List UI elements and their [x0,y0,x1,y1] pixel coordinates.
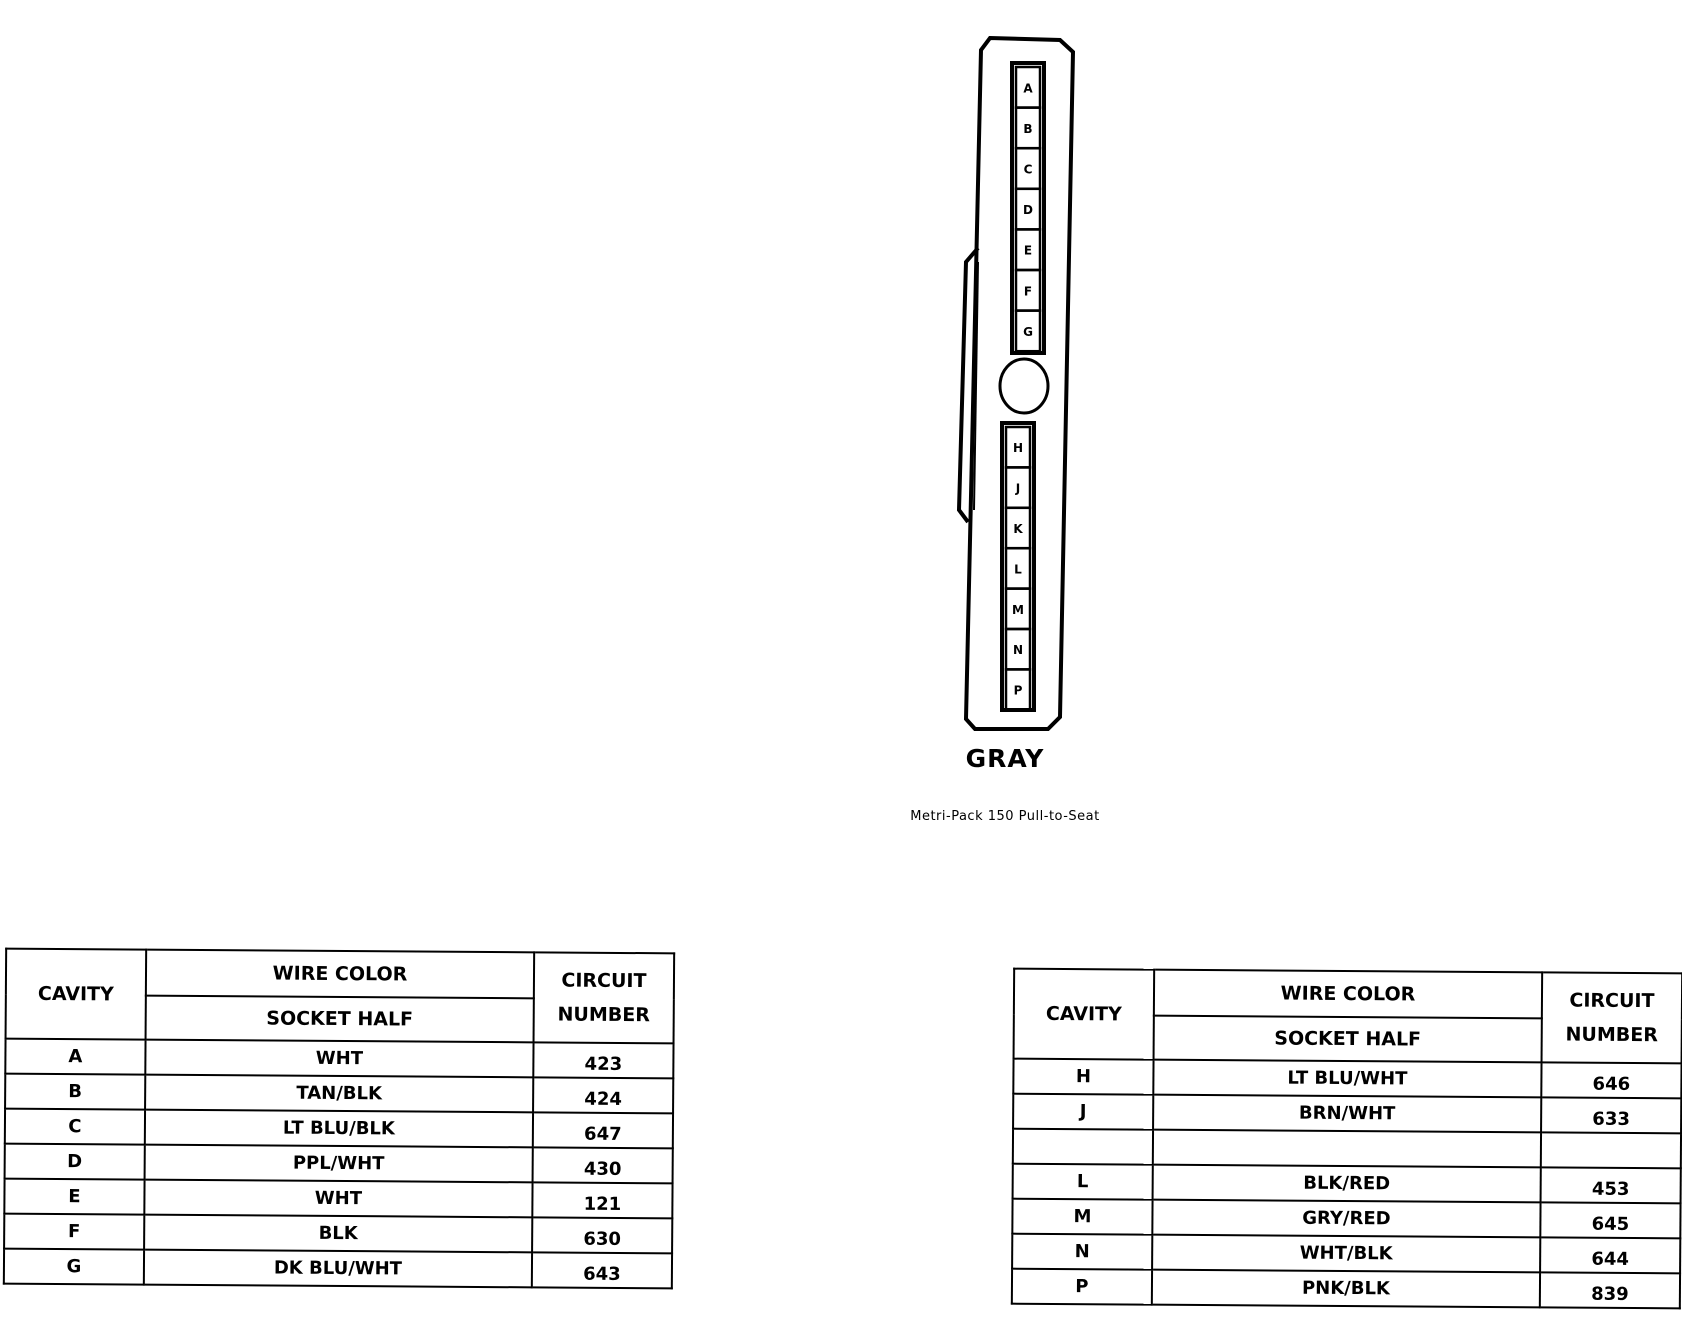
pin-label-l: L [1014,562,1022,577]
cell-cavity: J [1013,1094,1153,1130]
cavity-table-left-body [4,1039,674,1289]
cell-circuit-number: 644 [1540,1237,1680,1273]
pin-label-n: N [1012,643,1024,658]
cell-wire-color: BLK [144,1215,532,1253]
cell-cavity: G [4,1249,144,1285]
polarizing-hole [1000,359,1048,413]
cell-circuit-number: 453 [1541,1167,1681,1203]
table-row [1013,1094,1681,1134]
cell-cavity: C [5,1109,145,1145]
cell-circuit-number: 430 [533,1147,673,1183]
table-row [5,1039,673,1079]
cell-circuit-number: 423 [533,1042,673,1078]
pins-bottom-group [1006,427,1030,710]
cell-wire-color: PNK/BLK [1152,1270,1540,1308]
cell-cavity: E [4,1179,144,1215]
cell-circuit-number: 424 [533,1077,673,1113]
cell-cavity: F [4,1214,144,1250]
pin-label-p: P [1013,683,1023,698]
pin-label-m: M [1012,602,1024,617]
cell-circuit-number: 121 [532,1182,672,1218]
header-cavity: CAVITY [1014,969,1155,1060]
cell-circuit-number [1541,1132,1681,1168]
pin-label-b: B [1023,121,1033,136]
cell-cavity: M [1012,1199,1152,1235]
header-circuit-number: CIRCUIT NUMBER [1542,972,1682,1063]
pins-top-group [1016,67,1040,351]
cell-cavity: N [1012,1234,1152,1270]
pin-label-g: G [1023,324,1033,339]
cell-cavity: P [1012,1269,1152,1305]
cell-wire-color: WHT/BLK [1152,1235,1540,1273]
table-row [1012,1199,1680,1239]
cell-wire-color: WHT [144,1180,532,1218]
cell-circuit-number: 646 [1541,1062,1681,1098]
connector-color-label: GRAY [965,744,1045,773]
table-row [1013,1129,1681,1169]
connector-housing [966,38,1073,729]
pin-label-f: F [1023,284,1033,299]
pin-label-a: A [1023,81,1033,96]
cell-cavity: B [5,1074,145,1110]
header-cavity: CAVITY [6,949,147,1040]
cell-circuit-number: 643 [532,1252,672,1288]
cell-cavity: L [1013,1164,1153,1200]
cell-wire-color: BRN/WHT [1153,1095,1541,1133]
table-row [4,1179,672,1219]
cell-circuit-number: 839 [1540,1272,1680,1308]
header-wire-color: WIRE COLOR [146,950,534,999]
table-row [5,1109,673,1149]
table-row [1013,1059,1681,1099]
cavity-table-right-body [1012,1059,1682,1309]
cell-wire-color: PPL/WHT [145,1145,533,1183]
cell-cavity: D [5,1144,145,1180]
pin-label-k: K [1013,522,1023,536]
cell-wire-color [1153,1130,1541,1168]
pin-label-d: D [1023,203,1033,218]
cell-circuit-number: 645 [1540,1202,1680,1238]
pin-label-e: E [1023,243,1033,258]
connector-type-label: Metri-Pack 150 Pull-to-Seat [910,809,1100,824]
cell-wire-color: BLK/RED [1153,1165,1541,1203]
pin-label-h: H [1012,441,1024,456]
pin-label-j: J [1015,481,1021,496]
table-row [1012,1269,1680,1309]
cell-cavity: A [5,1039,145,1075]
cavity-table-left [3,948,675,1290]
header-socket-half: SOCKET HALF [146,996,534,1043]
pin-label-c: C [1023,162,1033,177]
cell-circuit-number: 633 [1541,1097,1681,1133]
cell-wire-color: TAN/BLK [145,1075,533,1113]
cell-cavity [1013,1129,1153,1165]
cell-wire-color: WHT [145,1040,533,1078]
table-row [4,1214,672,1254]
header-socket-half: SOCKET HALF [1154,1016,1542,1063]
table-row [4,1249,672,1289]
cell-wire-color: DK BLU/WHT [144,1250,532,1288]
cell-circuit-number: 647 [533,1112,673,1148]
header-circuit-number: CIRCUIT NUMBER [534,952,675,1043]
cell-wire-color: LT BLU/BLK [145,1110,533,1148]
cell-circuit-number: 630 [532,1217,672,1253]
cell-wire-color: LT BLU/WHT [1153,1060,1541,1098]
header-wire-color: WIRE COLOR [1154,970,1542,1019]
table-row [5,1144,673,1184]
cell-wire-color: GRY/RED [1152,1200,1540,1238]
cavity-table-right [1011,968,1682,1310]
table-row [1013,1164,1681,1204]
cell-cavity: H [1013,1059,1153,1095]
table-row [1012,1234,1680,1274]
table-row [5,1074,673,1114]
